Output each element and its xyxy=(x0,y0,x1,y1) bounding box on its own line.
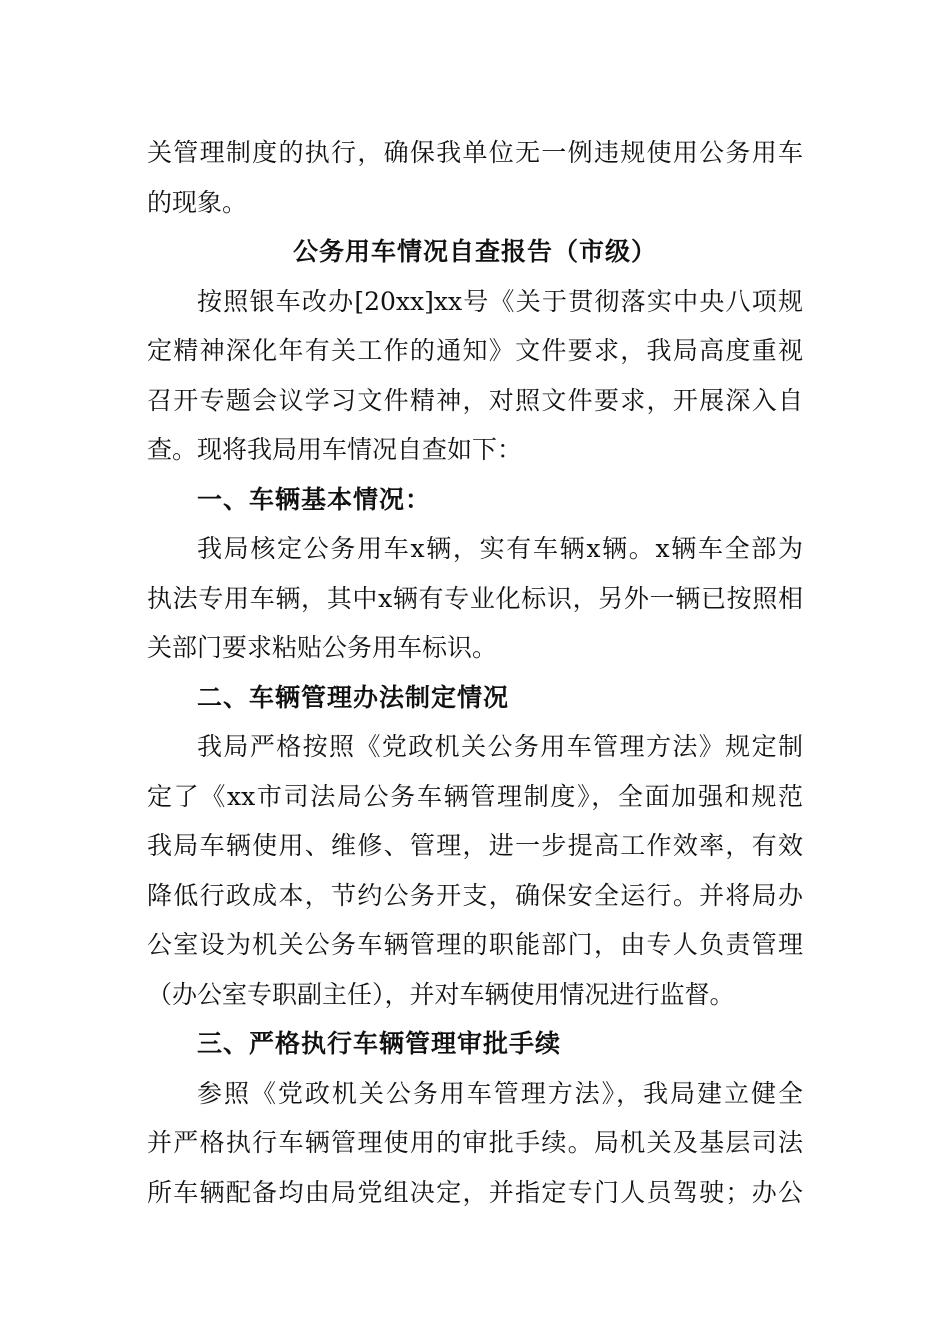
paragraph-line: 的现象。 xyxy=(147,187,248,217)
paragraph-line: 我局严格按照《党政机关公务用车管理方法》规定制 xyxy=(197,732,803,761)
paragraph-line: 所车辆配备均由局党组决定，并指定专门人员驾驶；办公 xyxy=(147,1177,803,1207)
paragraph-line: 定了《xx市司法局公务车辆管理制度》，全面加强和规范 xyxy=(147,781,803,811)
paragraph-line: 查。现将我局用车情况自查如下： xyxy=(147,435,523,464)
paragraph-line: 我局车辆使用、维修、管理，进一步提高工作效率，有效 xyxy=(147,831,803,860)
section-heading-1: 一、车辆基本情况： xyxy=(197,484,432,514)
paragraph-line: 我局核定公务用车x辆，实有车辆x辆。x辆车全部为 xyxy=(197,534,803,563)
paragraph-line: 关部门要求粘贴公务用车标识。 xyxy=(147,633,498,662)
section-heading-2: 二、车辆管理办法制定情况 xyxy=(197,682,510,712)
paragraph-line: 并严格执行车辆管理使用的审批手续。局机关及基层司法 xyxy=(147,1128,803,1157)
paragraph-line: 按照银车改办[20xx]xx号《关于贯彻落实中央八项规 xyxy=(197,286,803,316)
paragraph-line: 召开专题会议学习文件精神，对照文件要求，开展深入自 xyxy=(147,385,803,415)
paragraph-line: 关管理制度的执行，确保我单位无一例违规使用公务用车 xyxy=(147,138,803,167)
document-page xyxy=(147,128,803,1217)
report-title: 公务用车情况自查报告（市级） xyxy=(292,237,657,266)
paragraph-line: 执法专用车辆，其中x辆有专业化标识，另外一辆已按照相 xyxy=(147,583,803,613)
paragraph-line: （办公室专职副主任），并对车辆使用情况进行监督。 xyxy=(147,979,735,1009)
paragraph-line: 定精神深化年有关工作的通知》文件要求，我局高度重视 xyxy=(147,336,803,365)
paragraph-line: 公室设为机关公务车辆管理的职能部门，由专人负责管理 xyxy=(147,930,803,959)
paragraph-line: 参照《党政机关公务用车管理方法》，我局建立健全 xyxy=(197,1078,803,1108)
paragraph-line: 降低行政成本，节约公务开支，确保安全运行。并将局办 xyxy=(147,880,803,910)
section-heading-3: 三、严格执行车辆管理审批手续 xyxy=(197,1029,562,1058)
